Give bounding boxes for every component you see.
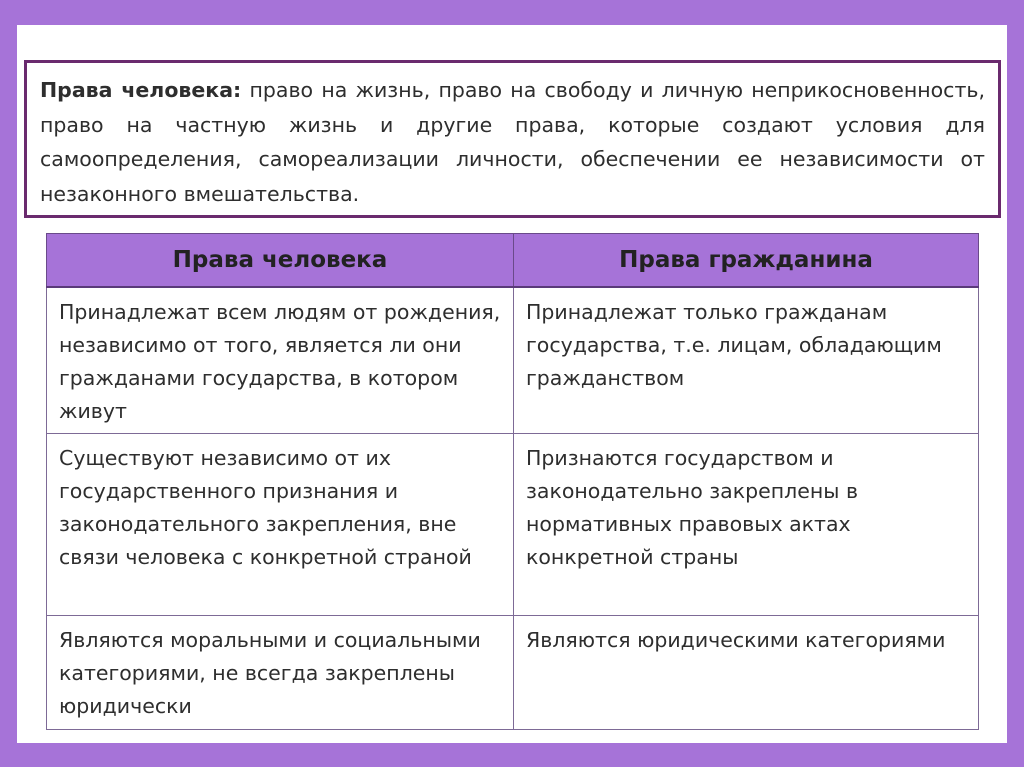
table-header-row bbox=[47, 234, 979, 287]
table-cell-citizen-3: Являются юридическими категориями bbox=[514, 616, 979, 730]
definition-term: Права человека: bbox=[40, 78, 242, 102]
table-row bbox=[47, 616, 979, 730]
table-cell-human-1: Принадлежат всем людям от рождения, независимо от того, является ли они гражданами государства, в котором живут bbox=[47, 287, 514, 434]
comparison-table bbox=[46, 233, 979, 730]
table-cell-citizen-2: Признаются государством и законодательно закреплены в нормативных правовых актах конкретной страны bbox=[514, 434, 979, 616]
header-citizen-rights: Права гражданина bbox=[514, 234, 979, 287]
header-human-rights: Права человека bbox=[47, 234, 514, 287]
definition-text: право на жизнь, право на свободу и личную неприкосновенность, право на частную жизнь и другие права, которые создают условия для самоопределения, самореализации личности, обеспечении ее независимости от незаконного вмешательства. bbox=[40, 78, 985, 206]
slide bbox=[17, 25, 1007, 743]
table-row bbox=[47, 287, 979, 434]
table-cell-citizen-1: Принадлежат только гражданам государства, т.е. лицам, обладающим гражданством bbox=[514, 287, 979, 434]
table-row bbox=[47, 434, 979, 616]
table-cell-human-3: Являются моральными и социальными категориями, не всегда закреплены юридически bbox=[47, 616, 514, 730]
definition-box bbox=[24, 60, 1001, 218]
table-cell-human-2: Существуют независимо от их государственного признания и законодательного закрепления, вне связи человека с конкретной страной bbox=[47, 434, 514, 616]
